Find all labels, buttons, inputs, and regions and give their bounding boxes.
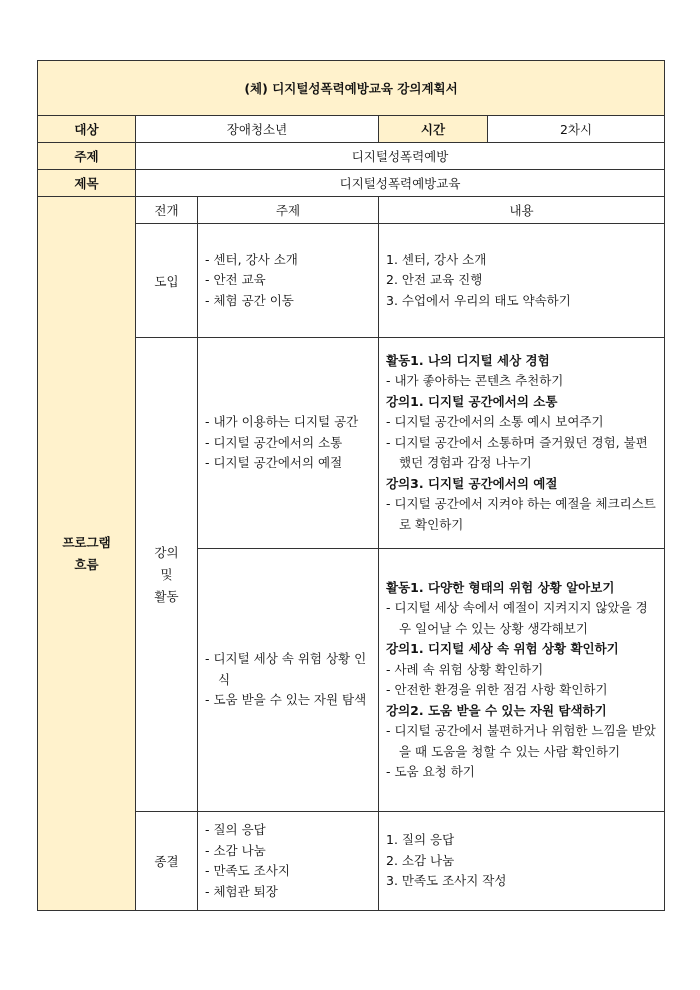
intro-topic-line: - 안전 교육: [205, 272, 266, 288]
block1-content-line: 활동1. 나의 디지털 세상 경험: [386, 352, 550, 368]
time-value: 2차시: [488, 116, 665, 143]
intro-topics: [198, 224, 379, 338]
main-stage-word-line: 강의: [154, 544, 179, 560]
block1-content-line: - 디지털 공간에서 지켜야 하는 예절을 체크리스트로 확인하기: [386, 496, 656, 532]
closing-content-line: 3. 만족도 조사지 작성: [386, 873, 507, 889]
target-label: 대상: [38, 116, 136, 143]
closing-stage: 종결: [136, 812, 198, 911]
block1-content-line: 강의1. 디지털 공간에서의 소통: [386, 393, 558, 409]
lecture-plan-table: [37, 60, 665, 911]
block2-topic-line: - 디지털 세상 속 위험 상황 인식: [205, 651, 367, 687]
block1-topic-line: - 디지털 공간에서의 소통: [205, 434, 343, 450]
closing-content-line: 2. 소감 나눔: [386, 852, 455, 868]
theme-value: 디지털성폭력예방: [136, 143, 665, 170]
document-title: (체) 디지털성폭력예방교육 강의계획서: [38, 61, 665, 116]
intro-content-line: 2. 안전 교육 진행: [386, 272, 483, 288]
program-flow-label-line2: 흐름: [74, 556, 99, 572]
block2-content-line: - 도움 요청 하기: [386, 764, 475, 779]
main-stage-word-line: 활동: [154, 588, 179, 604]
theme-label: 주제: [38, 143, 136, 170]
block1-topics: [198, 338, 379, 549]
target-value: 장애청소년: [136, 116, 379, 143]
intro-stage: 도입: [136, 224, 198, 338]
block2-contents: [379, 549, 665, 812]
block2-content-line: 강의1. 디지털 세상 속 위험 상황 확인하기: [386, 641, 619, 656]
program-flow-label-line1: 프로그램: [62, 534, 111, 550]
block2-content-line: 강의2. 도움 받을 수 있는 자원 탐색하기: [386, 702, 607, 718]
closing-topic-line: - 체험관 퇴장: [205, 883, 278, 899]
block1-topic-line: - 디지털 공간에서의 예절: [205, 455, 343, 471]
column-content-header: 내용: [379, 197, 665, 224]
column-topic-header: 주제: [198, 197, 379, 224]
program-flow-label: [38, 197, 136, 911]
block1-content-line: - 디지털 공간에서 소통하며 즐거웠던 경험, 불편했던 경험과 감정 나누기: [386, 434, 648, 471]
intro-topic-line: - 체험 공간 이동: [205, 292, 294, 308]
block2-topic-line: - 도움 받을 수 있는 자원 탐색: [205, 692, 367, 708]
block1-topic-line: - 내가 이용하는 디지털 공간: [205, 414, 359, 430]
block2-content-line: - 안전한 환경을 위한 점검 사항 확인하기: [386, 682, 608, 697]
intro-content-line: 1. 센터, 강사 소개: [386, 251, 487, 267]
block2-content-line: - 디지털 세상 속에서 예절이 지켜지지 않았을 경우 일어날 수 있는 상황 생각해보기: [386, 600, 648, 636]
closing-topic-line: - 질의 응답: [205, 822, 266, 837]
block1-content-line: 강의3. 디지털 공간에서의 예절: [386, 475, 558, 491]
block1-contents: [379, 338, 665, 549]
block2-content-line: 활동1. 다양한 형태의 위험 상황 알아보기: [386, 579, 615, 595]
subject-label: 제목: [38, 170, 136, 197]
main-stage-word-line: 및: [160, 566, 173, 582]
block2-content-line: - 사례 속 위험 상황 확인하기: [386, 661, 544, 677]
closing-topics: [198, 812, 379, 911]
main-stage: [136, 338, 198, 812]
intro-contents: [379, 224, 665, 338]
time-label: 시간: [379, 116, 488, 143]
closing-contents: [379, 812, 665, 911]
closing-topic-line: - 소감 나눔: [205, 842, 266, 858]
column-stage-header: 전개: [136, 197, 198, 224]
closing-content-line: 1. 질의 응답: [386, 832, 455, 848]
subject-value: 디지털성폭력예방교육: [136, 170, 665, 197]
block2-topics: [198, 549, 379, 812]
block2-content-line: - 디지털 공간에서 불편하거나 위험한 느낌을 받았을 때 도움을 청할 수 있는 사람 확인하기: [386, 723, 656, 759]
block1-content-line: - 디지털 공간에서의 소통 예시 보여주기: [386, 414, 604, 430]
intro-topic-line: - 센터, 강사 소개: [205, 251, 298, 267]
block1-content-line: - 내가 좋아하는 콘텐츠 추천하기: [386, 373, 564, 389]
closing-topic-line: - 만족도 조사지: [205, 863, 290, 878]
intro-content-line: 3. 수업에서 우리의 태도 약속하기: [386, 292, 571, 308]
